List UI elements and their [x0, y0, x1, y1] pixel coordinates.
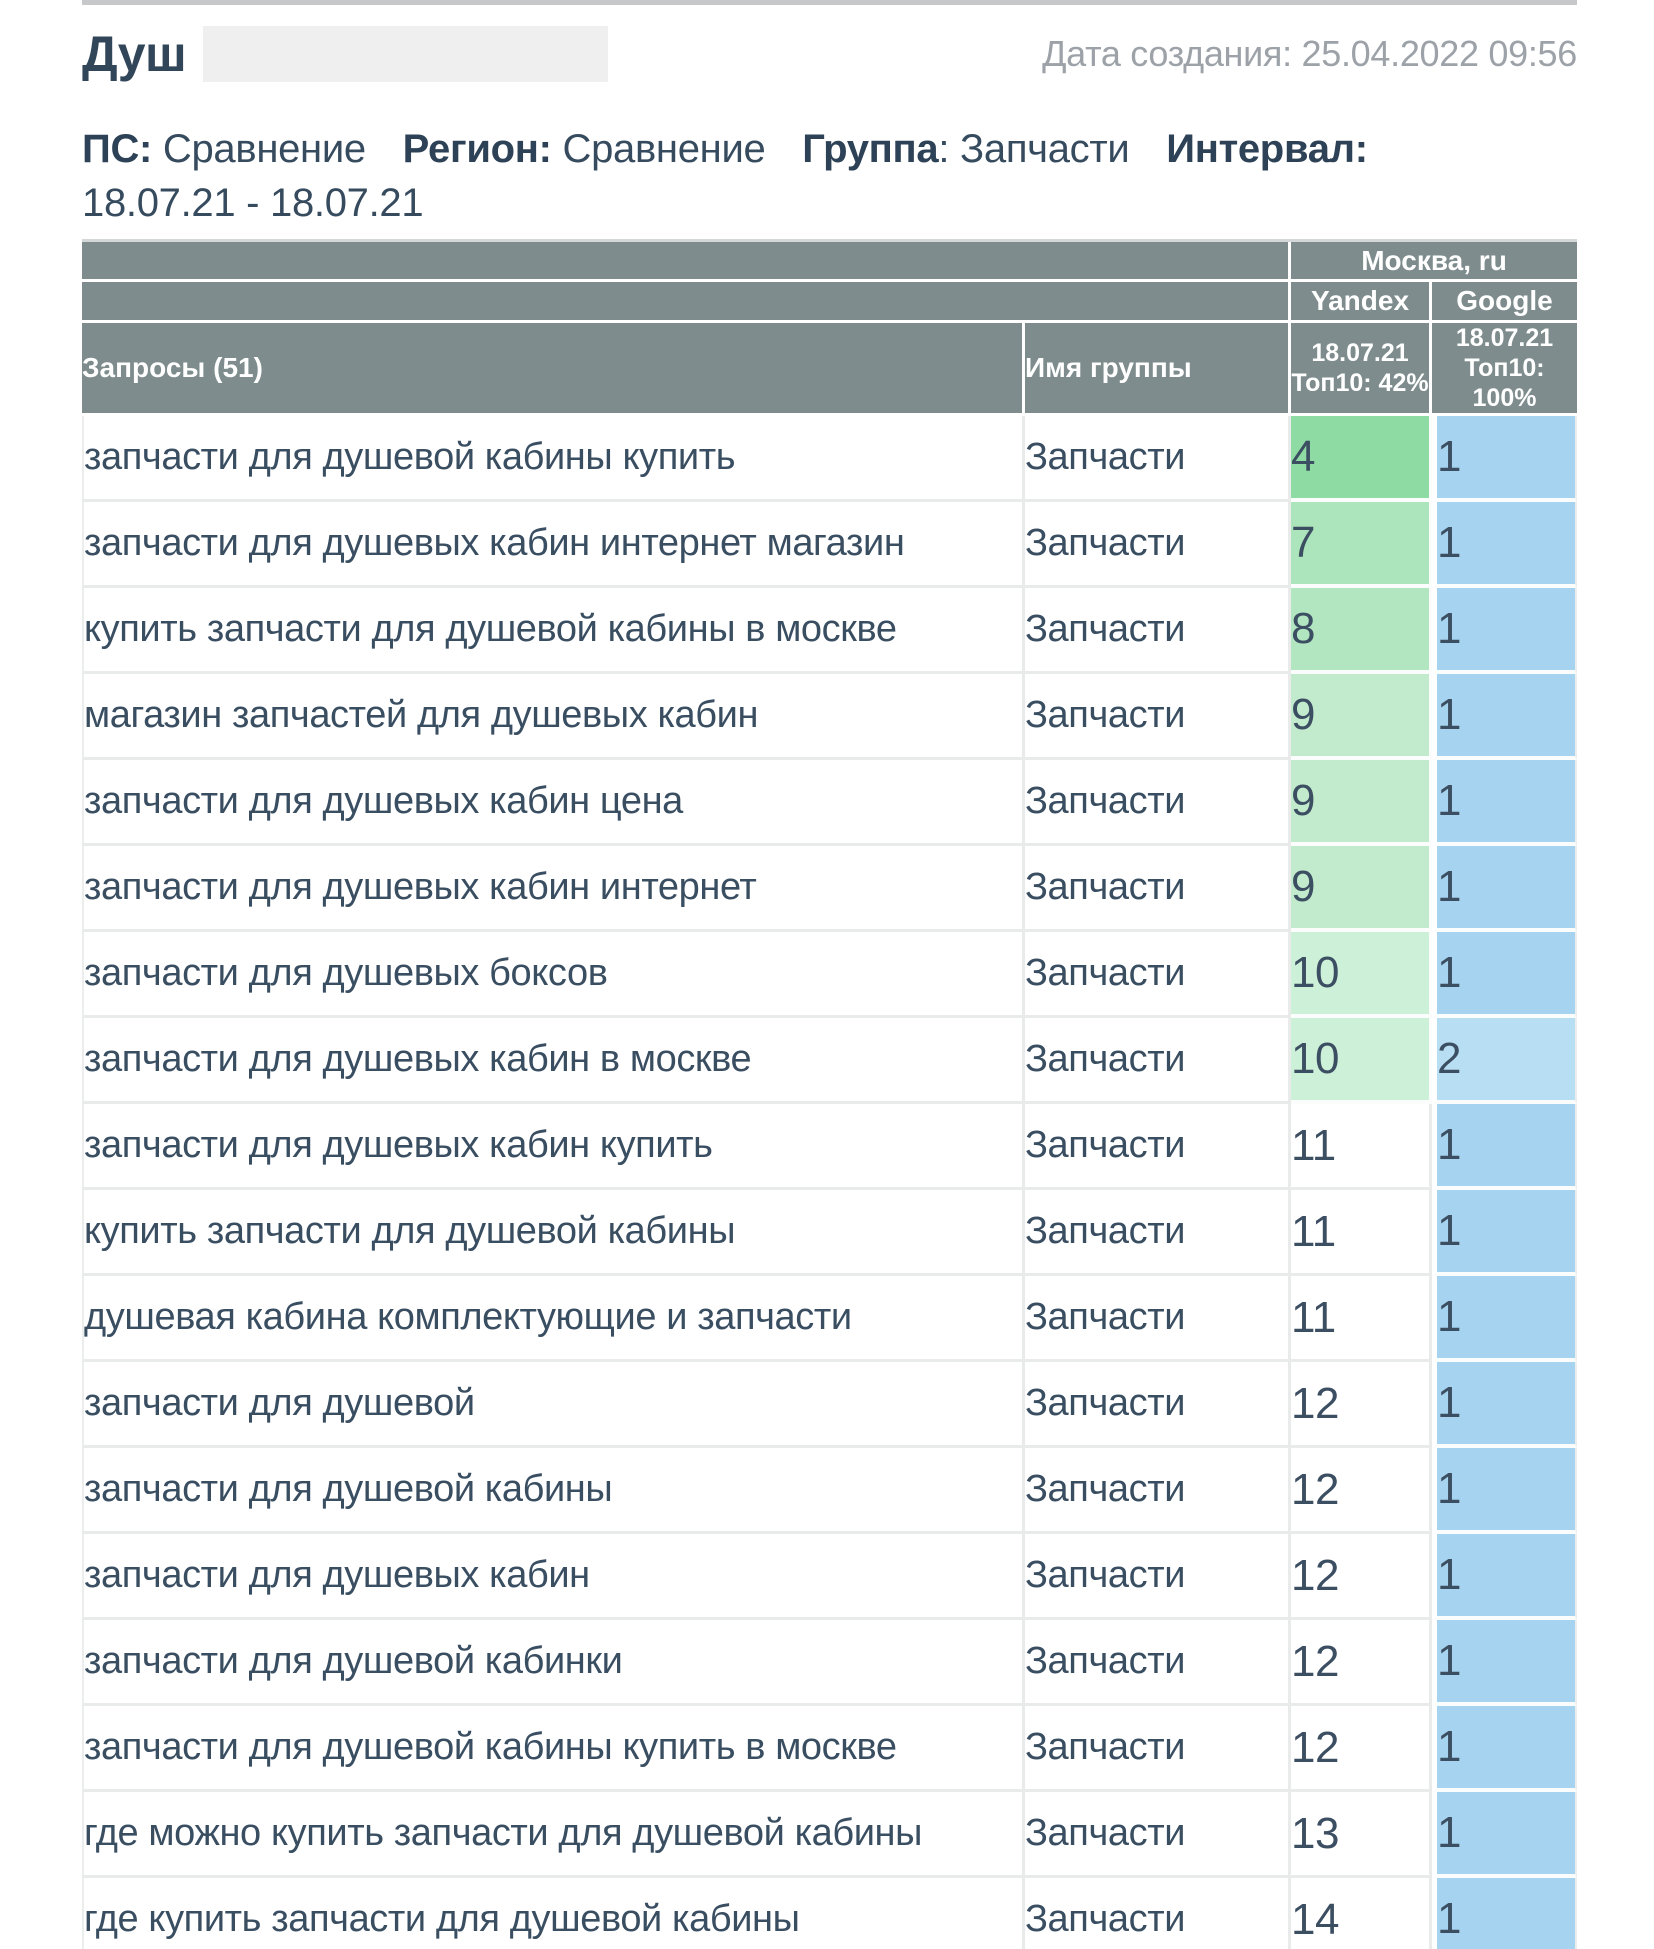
yandex-position-cell: 14 [1291, 1878, 1432, 1949]
google-position-cell: 1 [1432, 1534, 1577, 1620]
header-spacer-cell [82, 282, 1291, 323]
report-meta [82, 122, 1492, 230]
yandex-position-cell: 12 [1291, 1448, 1432, 1534]
yandex-position-cell: 11 [1291, 1276, 1432, 1362]
group-cell: Запчасти [1025, 1448, 1291, 1534]
yandex-position-cell: 12 [1291, 1362, 1432, 1448]
table-row [82, 932, 1577, 1018]
group-cell: Запчасти [1025, 846, 1291, 932]
group-cell: Запчасти [1025, 416, 1291, 502]
query-cell: запчасти для душевых кабин [82, 1534, 1025, 1620]
yandex-position-cell: 12 [1291, 1534, 1432, 1620]
google-position-cell: 1 [1432, 588, 1577, 674]
group-cell: Запчасти [1025, 1190, 1291, 1276]
query-cell: запчасти для душевых кабин интернет [82, 846, 1025, 932]
region-header-cell: Москва, ru [1291, 242, 1577, 282]
yandex-date: 18.07.21 [1311, 339, 1409, 367]
meta-interval: Интервал: 18.07.21 - 18.07.21 [82, 127, 1368, 225]
google-position-cell: 1 [1432, 1362, 1577, 1448]
google-position-cell: 1 [1432, 846, 1577, 932]
page-title: Душ [82, 26, 187, 82]
yandex-position-cell: 8 [1291, 588, 1432, 674]
positions-table [82, 239, 1577, 1949]
engine-header-yandex: Yandex [1291, 282, 1432, 323]
query-cell: где можно купить запчасти для душевой кабины [82, 1792, 1025, 1878]
yandex-position-cell: 9 [1291, 760, 1432, 846]
google-top10-stat: Топ10: 100% [1464, 354, 1545, 412]
query-cell: запчасти для душевых кабин цена [82, 760, 1025, 846]
group-cell: Запчасти [1025, 932, 1291, 1018]
table-row [82, 416, 1577, 502]
table-row [82, 1362, 1577, 1448]
group-cell: Запчасти [1025, 1706, 1291, 1792]
yandex-position-cell: 13 [1291, 1792, 1432, 1878]
google-position-cell: 1 [1432, 1706, 1577, 1792]
table-row [82, 1534, 1577, 1620]
google-position-cell: 1 [1432, 502, 1577, 588]
query-cell: душевая кабина комплектующие и запчасти [82, 1276, 1025, 1362]
google-position-cell: 1 [1432, 416, 1577, 502]
query-cell: запчасти для душевых боксов [82, 932, 1025, 1018]
google-position-cell: 1 [1432, 1448, 1577, 1534]
meta-search-engine: ПС: Сравнение [82, 127, 366, 171]
table-row [82, 1018, 1577, 1104]
yandex-position-cell: 12 [1291, 1706, 1432, 1792]
yandex-top10-stat: Топ10: 42% [1291, 369, 1429, 397]
yandex-position-cell: 11 [1291, 1104, 1432, 1190]
query-cell: запчасти для душевой кабины купить [82, 416, 1025, 502]
yandex-position-cell: 12 [1291, 1620, 1432, 1706]
query-cell: запчасти для душевой кабины [82, 1448, 1025, 1534]
google-position-cell: 1 [1432, 674, 1577, 760]
yandex-position-cell: 9 [1291, 846, 1432, 932]
meta-group: Группа: Запчасти [802, 127, 1130, 171]
yandex-position-cell: 7 [1291, 502, 1432, 588]
group-cell: Запчасти [1025, 1620, 1291, 1706]
meta-region: Регион: Сравнение [402, 127, 766, 171]
google-position-cell: 1 [1432, 1878, 1577, 1949]
query-cell: запчасти для душевых кабин интернет магазин [82, 502, 1025, 588]
queries-column-header: Запросы (51) [82, 323, 1025, 416]
google-date-header [1432, 323, 1577, 416]
engine-header-google: Google [1432, 282, 1577, 323]
query-cell: запчасти для душевой кабины купить в москве [82, 1706, 1025, 1792]
query-cell: запчасти для душевой кабинки [82, 1620, 1025, 1706]
header-row-region [82, 242, 1577, 282]
group-cell: Запчасти [1025, 760, 1291, 846]
table-row [82, 1620, 1577, 1706]
google-position-cell: 1 [1432, 932, 1577, 1018]
table-row [82, 1792, 1577, 1878]
google-position-cell: 1 [1432, 1792, 1577, 1878]
report-header [82, 24, 1577, 84]
table-row [82, 502, 1577, 588]
yandex-position-cell: 10 [1291, 932, 1432, 1018]
google-position-cell: 1 [1432, 1620, 1577, 1706]
redacted-project-name-box [203, 26, 608, 82]
google-position-cell: 2 [1432, 1018, 1577, 1104]
table-row [82, 1104, 1577, 1190]
creation-date: Дата создания: 25.04.2022 09:56 [1042, 33, 1577, 74]
google-position-cell: 1 [1432, 1276, 1577, 1362]
yandex-position-cell: 10 [1291, 1018, 1432, 1104]
table-row [82, 1878, 1577, 1949]
group-column-header: Имя группы [1025, 323, 1291, 416]
google-position-cell: 1 [1432, 1190, 1577, 1276]
group-cell: Запчасти [1025, 674, 1291, 760]
table-row [82, 674, 1577, 760]
header-row-columns [82, 323, 1577, 416]
table-row [82, 588, 1577, 674]
query-cell: где купить запчасти для душевой кабины [82, 1878, 1025, 1949]
group-cell: Запчасти [1025, 1104, 1291, 1190]
table-row [82, 760, 1577, 846]
yandex-date-header [1291, 323, 1432, 416]
header-spacer-cell [82, 242, 1291, 282]
table-row [82, 1448, 1577, 1534]
group-cell: Запчасти [1025, 1362, 1291, 1448]
table-row [82, 846, 1577, 932]
query-cell: запчасти для душевых кабин в москве [82, 1018, 1025, 1104]
query-cell: запчасти для душевой [82, 1362, 1025, 1448]
query-cell: купить запчасти для душевой кабины в москве [82, 588, 1025, 674]
group-cell: Запчасти [1025, 502, 1291, 588]
group-cell: Запчасти [1025, 1276, 1291, 1362]
google-position-cell: 1 [1432, 760, 1577, 846]
query-cell: магазин запчастей для душевых кабин [82, 674, 1025, 760]
header-row-engines [82, 282, 1577, 323]
table-row [82, 1276, 1577, 1362]
group-cell: Запчасти [1025, 1534, 1291, 1620]
table-row [82, 1706, 1577, 1792]
query-cell: запчасти для душевых кабин купить [82, 1104, 1025, 1190]
group-cell: Запчасти [1025, 1878, 1291, 1949]
google-position-cell: 1 [1432, 1104, 1577, 1190]
group-cell: Запчасти [1025, 588, 1291, 674]
group-cell: Запчасти [1025, 1018, 1291, 1104]
yandex-position-cell: 11 [1291, 1190, 1432, 1276]
yandex-position-cell: 9 [1291, 674, 1432, 760]
google-date: 18.07.21 [1455, 324, 1554, 352]
top-divider-bar [82, 0, 1577, 5]
group-cell: Запчасти [1025, 1792, 1291, 1878]
query-cell: купить запчасти для душевой кабины [82, 1190, 1025, 1276]
table-row [82, 1190, 1577, 1276]
yandex-position-cell: 4 [1291, 416, 1432, 502]
